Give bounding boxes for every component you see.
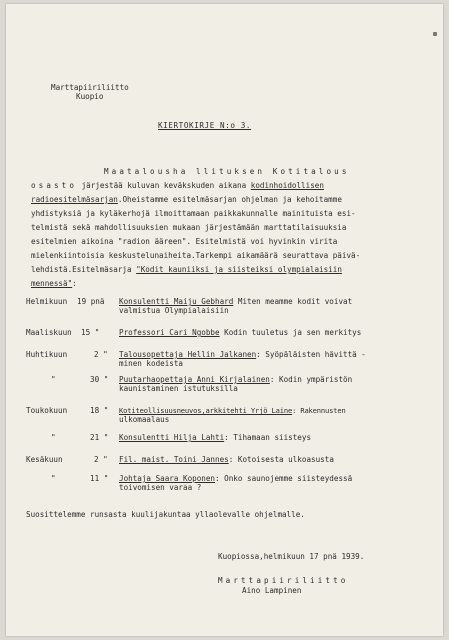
schedule-month: Maaliskuun bbox=[26, 328, 72, 337]
schedule-month: Helmikuun bbox=[26, 297, 68, 306]
schedule-topic: : Kotoisesta ulkoasusta bbox=[228, 455, 334, 464]
schedule-topic: Kodin tuuletus ja sen merkitys bbox=[219, 328, 362, 337]
paragraph-line-1: Maatalousha llituksen Kotitalous bbox=[104, 167, 350, 176]
schedule-entry bbox=[119, 433, 311, 442]
schedule-topic: : Syöpäläisten hävittä - bbox=[256, 350, 366, 359]
paragraph-line-5: telmistä sekä mahdollisuuksien mukaan järjestämään marttatilaisuuksia bbox=[31, 223, 347, 232]
schedule-month: Kesäkuun bbox=[26, 455, 63, 464]
paragraph-line-3-underlined: radioesitelmäsarjan bbox=[31, 195, 118, 204]
schedule-day: 2 " bbox=[94, 455, 108, 464]
schedule-topic-continued: ulkomaalaus bbox=[119, 415, 170, 424]
schedule-entry bbox=[119, 350, 366, 359]
schedule-speaker: Fil. maist. Toini Jannes bbox=[119, 455, 229, 464]
document-title: KIERTOKIRJE N:o 3. bbox=[158, 121, 252, 130]
schedule-entry bbox=[119, 375, 352, 384]
schedule-entry bbox=[119, 297, 352, 306]
schedule-entry bbox=[119, 406, 346, 415]
schedule-day: 21 " bbox=[90, 433, 109, 442]
paragraph-line-2-spaced: osasto bbox=[31, 181, 78, 190]
signature-organization: Marttapiiriliitto bbox=[218, 576, 349, 585]
schedule-topic: : Onko saunojemme siisteydessä bbox=[215, 474, 353, 483]
schedule-speaker: Professori Cari Ngobbe bbox=[119, 328, 220, 337]
schedule-topic: : Tihamaan siisteys bbox=[224, 433, 312, 442]
paragraph-line-9-underlined: mennessä" bbox=[31, 279, 73, 288]
paragraph-line-9-rest: : bbox=[72, 279, 77, 288]
paragraph-line-3 bbox=[31, 195, 342, 204]
schedule-speaker: Puutarhaopettaja Anni Kirjalainen bbox=[119, 375, 270, 384]
schedule-speaker: Kotiteollisuusneuvos,arkkitehti Yrjö Laine bbox=[119, 406, 293, 415]
schedule-day: 19 pnä bbox=[77, 297, 105, 306]
schedule-speaker: Konsulentti Hilja Lahti bbox=[119, 433, 225, 442]
closing-line: Suosittelemme runsasta kuulijakuntaa yllaolevalle ohjelmalle. bbox=[26, 510, 305, 519]
paragraph-line-7: mielenkiintoisia keskustelunaiheita.Tarkempi aikamäärä seurattava päivä- bbox=[31, 251, 361, 260]
sender-line-2: Kuopio bbox=[76, 92, 104, 101]
schedule-month: " bbox=[51, 474, 56, 483]
paragraph-line-8 bbox=[31, 265, 342, 274]
schedule-month: " bbox=[51, 433, 56, 442]
signature-name: Aino Lampinen bbox=[242, 586, 302, 595]
place-and-date: Kuopiossa,helmikuun 17 pnä 1939. bbox=[218, 552, 365, 561]
paragraph-line-2-rest: järjestää kuluvan keväkskuden aikana bbox=[77, 181, 251, 190]
schedule-topic-continued: toivomisen varaa ? bbox=[119, 483, 202, 492]
paragraph-line-2-underlined: kodinhoidollisen bbox=[250, 181, 324, 190]
schedule-month: Huhtikuun bbox=[26, 350, 68, 359]
schedule-day: 2 " bbox=[94, 350, 108, 359]
schedule-topic-continued: minen kodeista bbox=[119, 359, 184, 368]
paragraph-line-8-underlined: "Kodit kauniiksi ja siisteiksi olympialaisiin bbox=[136, 265, 342, 274]
sender-line-1: Marttapiiriliitto bbox=[51, 83, 129, 92]
schedule-topic: Miten meamme kodit voivat bbox=[233, 297, 353, 306]
staple-mark bbox=[433, 32, 437, 36]
schedule-month: Toukokuun bbox=[26, 406, 68, 415]
schedule-topic: : Kodin ympäristön bbox=[269, 375, 353, 384]
schedule-topic: : Rakennusten bbox=[292, 406, 346, 415]
schedule-topic-continued: kaunistaminen istutuksilla bbox=[119, 384, 238, 393]
schedule-entry bbox=[119, 328, 361, 337]
paragraph-line-4: yhdistyksiä ja kyläkerhojä ilmoittamaan paikkakunnalle mainituista esi- bbox=[31, 209, 356, 218]
schedule-entry bbox=[119, 455, 334, 464]
schedule-entry bbox=[119, 474, 352, 483]
paragraph-line-2 bbox=[31, 181, 324, 190]
paragraph-line-9 bbox=[31, 279, 77, 288]
schedule-speaker: Konsulentti Maiju Gebhard bbox=[119, 297, 234, 306]
schedule-speaker: Johtaja Saara Koponen bbox=[119, 474, 216, 483]
document-page bbox=[6, 4, 443, 636]
paragraph-line-8-lead: lehdistä.Esitelmäsarja bbox=[31, 265, 137, 274]
paragraph-line-6: esitelmien aikoina "radion ääreen". Esitelmistä voi hyvinkin virita bbox=[31, 237, 338, 246]
schedule-topic-continued: valmistua Olympialaisiin bbox=[119, 306, 229, 315]
schedule-month: " bbox=[51, 375, 56, 384]
schedule-day: 18 " bbox=[90, 406, 109, 415]
schedule-day: 11 " bbox=[90, 474, 109, 483]
schedule-day: 30 " bbox=[90, 375, 109, 384]
schedule-day: 15 " bbox=[81, 328, 100, 337]
paragraph-line-3-rest: .Oheistamme esitelmäsarjan ohjelman ja kehoitamme bbox=[117, 195, 342, 204]
schedule-speaker: Talousopettaja Hellin Jalkanen bbox=[119, 350, 257, 359]
